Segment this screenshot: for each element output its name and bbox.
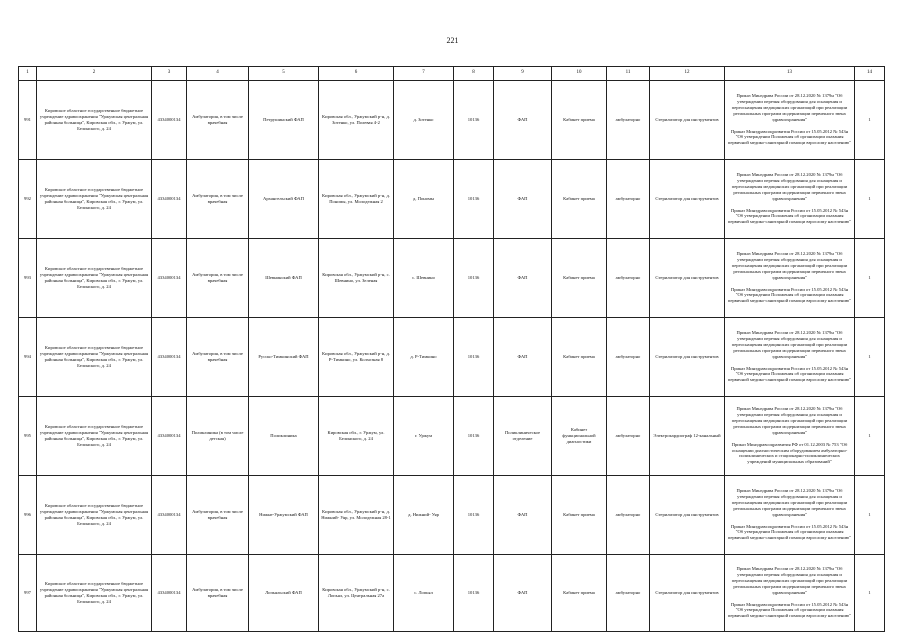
care-conditions-cell: амбулаторно xyxy=(607,554,650,631)
equipment-cell: Стерилизатор для инструментов xyxy=(650,159,725,238)
column-header-14: 14 xyxy=(855,67,885,81)
table-row xyxy=(19,396,885,475)
column-header-8: 8 xyxy=(454,67,494,81)
column-header-3: 3 xyxy=(152,67,187,81)
room-cell: Кабинет приема xyxy=(552,475,607,554)
organization-cell: Кировское областное государственное бюджетное учреждение здравоохранения "Уржумская центральная районная больница", Кировская обл., г. Уржум, ул. Белинского, д. 24 xyxy=(37,80,152,159)
equipment-cell: Стерилизатор для инструментов xyxy=(650,80,725,159)
unit-name-cell: Поликлиника xyxy=(249,396,319,475)
room-cell: Кабинет приема xyxy=(552,554,607,631)
facility-type-cell: Амбулатория, в том числе врачебная xyxy=(187,317,249,396)
room-cell: Кабинет приема xyxy=(552,159,607,238)
unit-name-cell: Лопьяльский ФАП xyxy=(249,554,319,631)
row-number-cell: 992 xyxy=(19,159,37,238)
subdivision-type-cell: ФАП xyxy=(494,317,552,396)
organization-cell: Кировское областное государственное бюджетное учреждение здравоохранения "Уржумская центральная районная больница", Кировская обл., г. Уржум, ул. Белинского, д. 24 xyxy=(37,396,152,475)
quantity-cell: 1 xyxy=(855,159,885,238)
regulation-cell: Приказ Минздрава России от 28.12.2020 № 1379н "Об утверждении перечня оборудования для оснащения и переоснащения медицинских организаций при реализации региональных программ модернизации первичного звена здравоохранения" Приказ Минздравсоцразвития России от 15.05.2012 № 543н "Об утверждении Положения об организации оказания первичной медико-санитарной помощи взрослому населению" xyxy=(725,159,855,238)
settlement-cell: г. Уржум xyxy=(394,396,454,475)
subdivision-type-cell: Поликлиническое отделение xyxy=(494,396,552,475)
quantity-cell: 1 xyxy=(855,317,885,396)
column-header-2: 2 xyxy=(37,67,152,81)
inn-cell: 4334000134 xyxy=(152,475,187,554)
care-conditions-cell: амбулаторно xyxy=(607,475,650,554)
address-cell: Кировская обл., Уржумский р-н, с. Шевнино, ул. Зеленая xyxy=(319,238,394,317)
address-cell: Кировская обл., Уржумский р-н, д. Р-Тимкино, ул. Колхозная 8 xyxy=(319,317,394,396)
inn-cell: 4334000134 xyxy=(152,80,187,159)
quantity-cell: 1 xyxy=(855,475,885,554)
room-cell: Кабинет приема xyxy=(552,80,607,159)
code-cell: 10136 xyxy=(454,317,494,396)
equipment-registry-table xyxy=(18,66,885,632)
row-number-cell: 996 xyxy=(19,475,37,554)
column-header-7: 7 xyxy=(394,67,454,81)
unit-name-cell: Русско-Тимкинский ФАП xyxy=(249,317,319,396)
code-cell: 10136 xyxy=(454,396,494,475)
settlement-cell: д. Пономы xyxy=(394,159,454,238)
settlement-cell: д. Нижний- Уяр xyxy=(394,475,454,554)
regulation-cell: Приказ Минздрава России от 28.12.2020 № 1379н "Об утверждении перечня оборудования для оснащения и переоснащения медицинских организаций при реализации региональных программ модернизации первичного звена здравоохранения" Приказ Минздравсоцразвития России от 15.05.2012 № 543н "Об утверждении Положения об организации оказания первичной медико-санитарной помощи взрослому населению" xyxy=(725,554,855,631)
facility-type-cell: Амбулатория, в том числе врачебная xyxy=(187,159,249,238)
equipment-cell: Стерилизатор для инструментов xyxy=(650,554,725,631)
care-conditions-cell: амбулаторно xyxy=(607,317,650,396)
row-number-cell: 991 xyxy=(19,80,37,159)
organization-cell: Кировское областное государственное бюджетное учреждение здравоохранения "Уржумская центральная районная больница", Кировская обл., г. Уржум, ул. Белинского, д. 24 xyxy=(37,159,152,238)
equipment-cell: Электрокардиограф 12-канальный xyxy=(650,396,725,475)
inn-cell: 4334000134 xyxy=(152,554,187,631)
code-cell: 10136 xyxy=(454,80,494,159)
column-header-13: 13 xyxy=(725,67,855,81)
unit-name-cell: Петрушинский ФАП xyxy=(249,80,319,159)
equipment-cell: Стерилизатор для инструментов xyxy=(650,475,725,554)
settlement-cell: с. Лопьял xyxy=(394,554,454,631)
table-row xyxy=(19,80,885,159)
code-cell: 10136 xyxy=(454,159,494,238)
column-header-5: 5 xyxy=(249,67,319,81)
quantity-cell: 1 xyxy=(855,396,885,475)
column-header-4: 4 xyxy=(187,67,249,81)
regulation-cell: Приказ Минздрава России от 28.12.2020 № 1379н "Об утверждении перечня оборудования для оснащения и переоснащения медицинских организаций при реализации региональных программ модернизации первичного звена здравоохранения" Приказ Минздравсоцразвития России от 15.05.2012 № 543н "Об утверждении Положения об организации оказания первичной медико-санитарной помощи взрослому населению" xyxy=(725,80,855,159)
table-header-row xyxy=(19,67,885,81)
table-row xyxy=(19,554,885,631)
facility-type-cell: Амбулатория, в том числе врачебная xyxy=(187,554,249,631)
care-conditions-cell: амбулаторно xyxy=(607,80,650,159)
equipment-cell: Стерилизатор для инструментов xyxy=(650,238,725,317)
inn-cell: 4334000134 xyxy=(152,159,187,238)
care-conditions-cell: амбулаторно xyxy=(607,396,650,475)
settlement-cell: д. Р-Тимкино xyxy=(394,317,454,396)
quantity-cell: 1 xyxy=(855,554,885,631)
facility-type-cell: Амбулатория, в том числе врачебная xyxy=(187,80,249,159)
care-conditions-cell: амбулаторно xyxy=(607,159,650,238)
address-cell: Кировская обл., Уржумский р-н, д. Нижний- Уяр, ул. Молодежная 28-1 xyxy=(319,475,394,554)
row-number-cell: 997 xyxy=(19,554,37,631)
room-cell: Кабинет приема xyxy=(552,317,607,396)
code-cell: 10136 xyxy=(454,475,494,554)
column-header-6: 6 xyxy=(319,67,394,81)
address-cell: Кировская обл., г. Уржум, ул. Белинского, д. 24 xyxy=(319,396,394,475)
subdivision-type-cell: ФАП xyxy=(494,554,552,631)
subdivision-type-cell: ФАП xyxy=(494,159,552,238)
address-cell: Кировская обл., Уржумский р-н, д. Пономы, ул. Молодежная 2 xyxy=(319,159,394,238)
code-cell: 10136 xyxy=(454,238,494,317)
inn-cell: 4334000134 xyxy=(152,317,187,396)
row-number-cell: 993 xyxy=(19,238,37,317)
organization-cell: Кировское областное государственное бюджетное учреждение здравоохранения "Уржумская центральная районная больница", Кировская обл., г. Уржум, ул. Белинского, д. 24 xyxy=(37,554,152,631)
subdivision-type-cell: ФАП xyxy=(494,238,552,317)
table-row xyxy=(19,238,885,317)
room-cell: Кабинет функциональной диагностики xyxy=(552,396,607,475)
regulation-cell: Приказ Минздрава России от 28.12.2020 № 1379н "Об утверждении перечня оборудования для оснащения и переоснащения медицинских организаций при реализации региональных программ модернизации первичного звена здравоохранения" Приказ Минздравсоцразвития России от 15.05.2012 № 543н "Об утверждении Положения об организации оказания первичной медико-санитарной помощи взрослому населению" xyxy=(725,238,855,317)
page-number: 221 xyxy=(446,36,459,45)
inn-cell: 4334000134 xyxy=(152,396,187,475)
organization-cell: Кировское областное государственное бюджетное учреждение здравоохранения "Уржумская центральная районная больница", Кировская обл., г. Уржум, ул. Белинского, д. 24 xyxy=(37,238,152,317)
unit-name-cell: Нижне-Уржумский ФАП xyxy=(249,475,319,554)
equipment-cell: Стерилизатор для инструментов xyxy=(650,317,725,396)
regulation-cell: Приказ Минздрава России от 28.12.2020 № 1379н "Об утверждении перечня оборудования для оснащения и переоснащения медицинских организаций при реализации региональных программ модернизации первичного звена здравоохранения" Приказ Минздравсоцразвития РФ от 01.12.2003 № 753 "Об оснащении диагностическим оборудованием амбулаторно-поликлинических и стационарно-поликлинических учреждений муниципальных образований" xyxy=(725,396,855,475)
code-cell: 10136 xyxy=(454,554,494,631)
row-number-cell: 995 xyxy=(19,396,37,475)
room-cell: Кабинет приема xyxy=(552,238,607,317)
facility-type-cell: Поликлиника (в том числе детская) xyxy=(187,396,249,475)
subdivision-type-cell: ФАП xyxy=(494,80,552,159)
quantity-cell: 1 xyxy=(855,238,885,317)
organization-cell: Кировское областное государственное бюджетное учреждение здравоохранения "Уржумская центральная районная больница", Кировская обл., г. Уржум, ул. Белинского, д. 24 xyxy=(37,317,152,396)
unit-name-cell: Шевнинский ФАП xyxy=(249,238,319,317)
table-body xyxy=(19,80,885,631)
facility-type-cell: Амбулатория, в том числе врачебная xyxy=(187,475,249,554)
facility-type-cell: Амбулатория, в том числе врачебная xyxy=(187,238,249,317)
table-row xyxy=(19,317,885,396)
column-header-11: 11 xyxy=(607,67,650,81)
regulation-cell: Приказ Минздрава России от 28.12.2020 № 1379н "Об утверждении перечня оборудования для оснащения и переоснащения медицинских организаций при реализации региональных программ модернизации первичного звена здравоохранения" Приказ Минздравсоцразвития России от 15.05.2012 № 543н "Об утверждении Положения об организации оказания первичной медико-санитарной помощи взрослому населению" xyxy=(725,475,855,554)
column-header-9: 9 xyxy=(494,67,552,81)
table-row xyxy=(19,475,885,554)
organization-cell: Кировское областное государственное бюджетное учреждение здравоохранения "Уржумская центральная районная больница", Кировская обл., г. Уржум, ул. Белинского, д. 24 xyxy=(37,475,152,554)
settlement-cell: с. Шевнино xyxy=(394,238,454,317)
settlement-cell: д. Зотенко xyxy=(394,80,454,159)
column-header-10: 10 xyxy=(552,67,607,81)
inn-cell: 4334000134 xyxy=(152,238,187,317)
address-cell: Кировская обл., Уржумский р-н, с. Лопьял, ул. Центральная 27а xyxy=(319,554,394,631)
regulation-cell: Приказ Минздрава России от 28.12.2020 № 1379н "Об утверждении перечня оборудования для оснащения и переоснащения медицинских организаций при реализации региональных программ модернизации первичного звена здравоохранения" Приказ Минздравсоцразвития России от 15.05.2012 № 543н "Об утверждении Положения об организации оказания первичной медико-санитарной помощи взрослому населению" xyxy=(725,317,855,396)
column-header-12: 12 xyxy=(650,67,725,81)
table-row xyxy=(19,159,885,238)
care-conditions-cell: амбулаторно xyxy=(607,238,650,317)
address-cell: Кировская обл., Уржумский р-н, д. Зотенко, ул. Полевая 4-2 xyxy=(319,80,394,159)
subdivision-type-cell: ФАП xyxy=(494,475,552,554)
column-header-1: 1 xyxy=(19,67,37,81)
quantity-cell: 1 xyxy=(855,80,885,159)
unit-name-cell: Архангельский ФАП xyxy=(249,159,319,238)
row-number-cell: 994 xyxy=(19,317,37,396)
